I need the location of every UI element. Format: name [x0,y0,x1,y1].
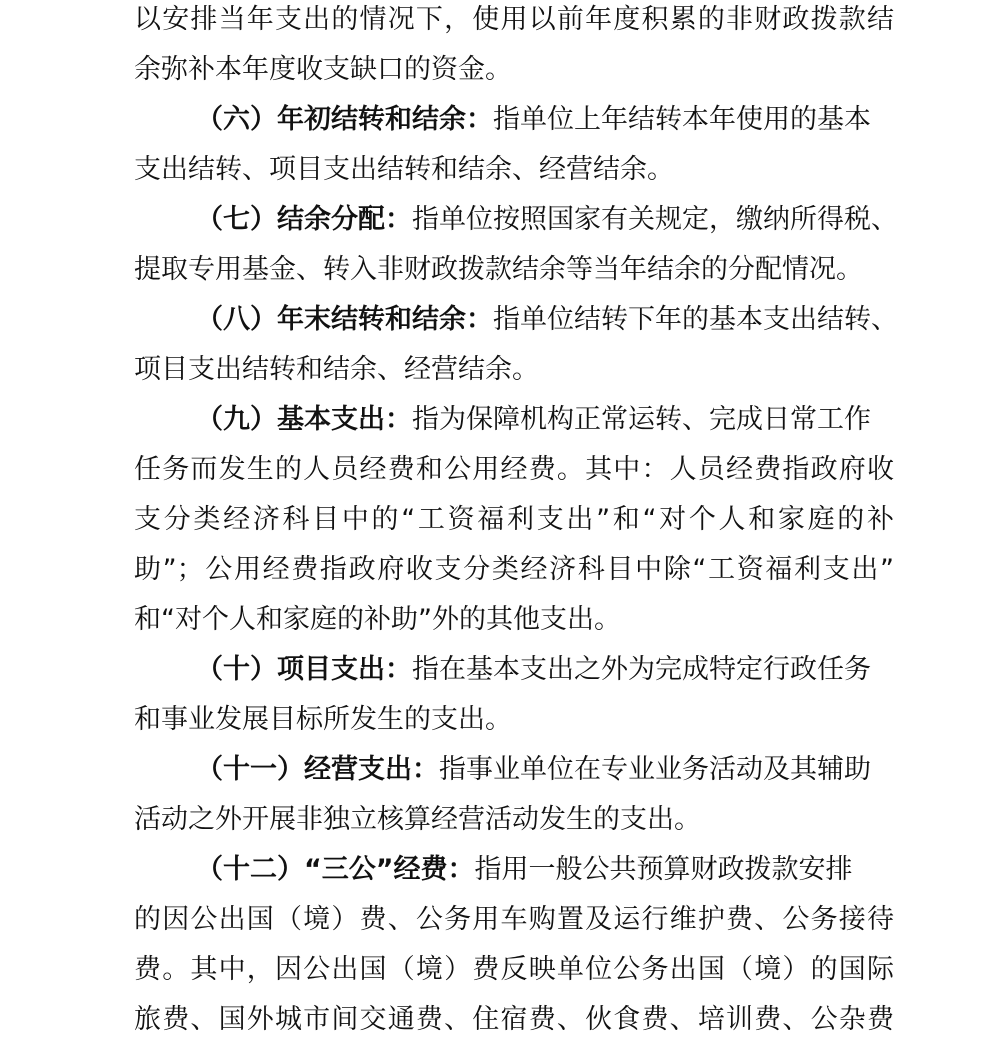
section-heading-line: （九）基本支出：指为保障机构正常运转、完成日常工作 [196,404,871,435]
section-heading-line: （七）结余分配：指单位按照国家有关规定，缴纳所得税、 [196,204,898,235]
section-term: （七）结余分配： [196,204,412,235]
text-line: 费。其中，因公出国（境）费反映单位公务出国（境）的国际 [134,954,894,985]
text-line: 提取专用基金、转入非财政拨款结余等当年结余的分配情况。 [134,254,863,285]
text-line: 支分类经济科目中的“工资福利支出”和“对个人和家庭的补 [134,504,894,535]
text-line: 旅费、国外城市间交通费、住宿费、伙食费、培训费、公杂费 [134,1004,894,1035]
section-heading-line: （十二）“三公”经费：指用一般公共预算财政拨款安排 [196,854,853,885]
section-term: （十二）“三公”经费： [196,854,475,885]
text-line: 和事业发展目标所发生的支出。 [134,704,512,735]
section-heading-line: （十）项目支出：指在基本支出之外为完成特定行政任务 [196,654,871,685]
text-line: 的因公出国（境）费、公务用车购置及运行维护费、公务接待 [134,904,894,935]
section-heading-line: （八）年末结转和结余：指单位结转下年的基本支出结转、 [196,304,898,335]
section-heading-line: （十一）经营支出：指事业单位在专业业务活动及其辅助 [196,754,871,785]
section-term: （十）项目支出： [196,654,412,685]
text-line: 助”；公用经费指政府收支分类经济科目中除“工资福利支出” [134,554,894,585]
text-line: 和“对个人和家庭的补助”外的其他支出。 [134,604,621,635]
section-term: （九）基本支出： [196,404,412,435]
text-line: 以安排当年支出的情况下，使用以前年度积累的非财政拨款结 [134,4,894,35]
section-heading-line: （六）年初结转和结余：指单位上年结转本年使用的基本 [196,104,871,135]
section-term: （十一）经营支出： [196,754,439,785]
text-line: 余弥补本年度收支缺口的资金。 [134,54,512,85]
text-line: 支出结转、项目支出结转和结余、经营结余。 [134,154,674,185]
section-term: （六）年初结转和结余： [196,104,493,135]
text-line: 任务而发生的人员经费和公用经费。其中：人员经费指政府收 [134,454,894,485]
section-term: （八）年末结转和结余： [196,304,493,335]
text-line: 活动之外开展非独立核算经营活动发生的支出。 [134,804,701,835]
text-line: 项目支出结转和结余、经营结余。 [134,354,539,385]
